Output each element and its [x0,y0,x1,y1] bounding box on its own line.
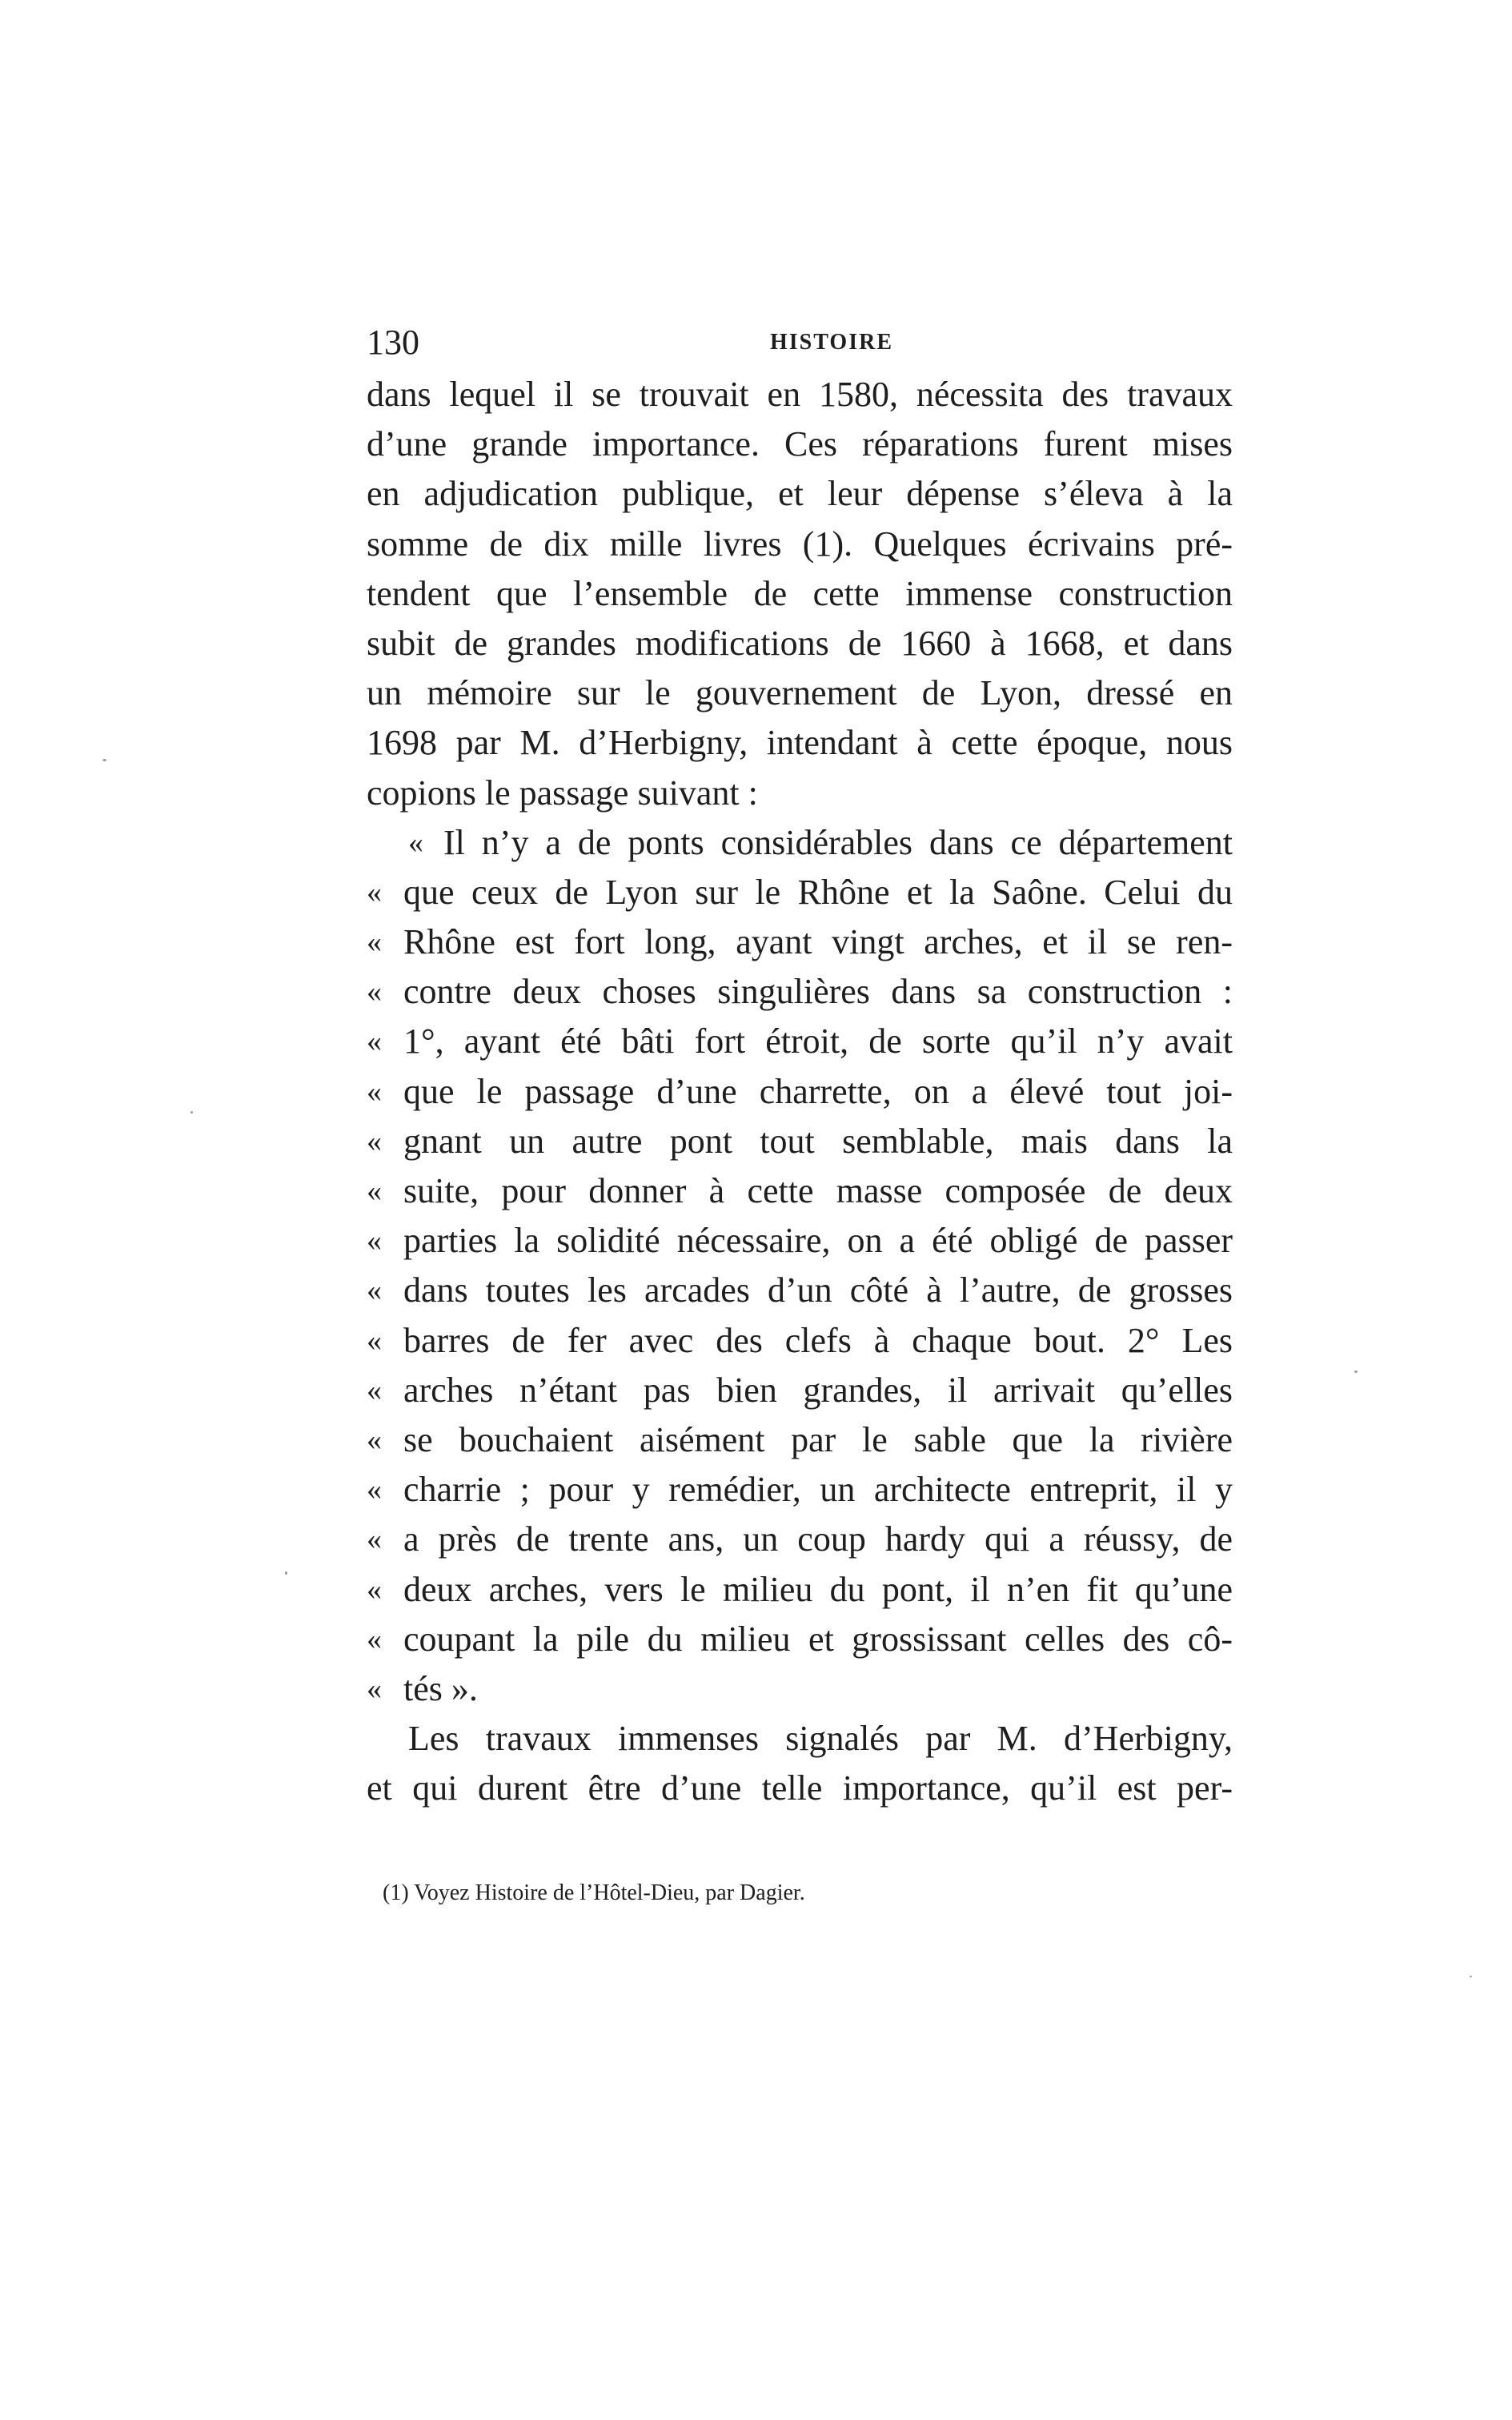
page-number: 130 [367,323,419,362]
quote-text: barres de fer avec des clefs à chaque bout. 2° Les [403,1320,1233,1360]
paper-speck [285,1571,287,1575]
quote-mark: « [367,1523,382,1557]
quote-text: gnant un autre pont tout semblable, mais dans la [403,1121,1233,1161]
quote-text: Il n’y a de ponts considérables dans ce département [443,822,1233,862]
quote-mark: « [367,1572,382,1607]
quote-line [367,818,1233,868]
quote-text: deux arches, vers le milieu du pont, il n’en fit qu’une [403,1569,1233,1609]
quote-mark: « [367,975,382,1009]
paper-speck [1470,1976,1472,1977]
quote-line [367,868,1233,917]
quote-text: Rhône est fort long, ayant vingt arches, et il se ren- [403,922,1233,962]
quote-mark: « [367,1124,382,1158]
quote-line [367,1465,1233,1515]
quote-mark: « [367,1672,382,1706]
footnote: (1) Voyez Histoire de l’Hôtel-Dieu, par Dagier. [383,1880,805,1905]
quote-line [367,1565,1233,1615]
quote-line [367,1515,1233,1564]
quote-line [367,1067,1233,1117]
quote-line [367,1117,1233,1166]
text-line: Les travaux immenses signalés par M. d’Herbigny, [408,1719,1233,1759]
quote-mark: « [367,875,382,909]
quote-text: contre deux choses singulières dans sa construction : [403,972,1233,1012]
quote-text: que le passage d’une charrette, on a élevé tout joi- [403,1071,1233,1111]
text-line: un mémoire sur le gouvernement de Lyon, dressé en [367,673,1233,713]
quote-line [367,1366,1233,1415]
quote-mark: « [367,1373,382,1407]
text-line: tendent que l’ensemble de cette immense construction [367,573,1233,613]
quote-text: suite, pour donner à cette masse composée de deux [403,1171,1233,1210]
paper-speck [1354,1371,1358,1373]
quote-mark: « [367,1323,382,1358]
text-line: copions le passage suivant : [367,773,758,813]
quote-line [367,1017,1233,1066]
running-head [367,320,1233,365]
quote-text: arches n’étant pas bien grandes, il arrivait qu’elles [403,1370,1233,1410]
quote-text: a près de trente ans, un coup hardy qui a réussy, de [403,1519,1233,1559]
text-line: en adjudication publique, et leur dépense s’éleva à la [367,474,1233,514]
text-line: d’une grande importance. Ces réparations furent mises [367,424,1233,464]
quote-text: dans toutes les arcades d’un côté à l’autre, de grosses [403,1270,1233,1310]
quote-text: parties la solidité nécessaire, on a été obligé de passer [403,1221,1233,1261]
quote-text: charrie ; pour y remédier, un architecte entreprit, il y [403,1470,1233,1510]
quote-mark: « [367,1473,382,1507]
quote-mark: « [367,1274,382,1308]
quote-line [367,1216,1233,1266]
quote-line [367,1266,1233,1315]
text-line: et qui durent être d’une telle importance, qu’il est per- [367,1768,1233,1808]
quote-line [367,1615,1233,1664]
quote-line [367,1166,1233,1216]
quote-text: coupant la pile du milieu et grossissant celles des cô- [403,1619,1233,1659]
quote-mark: « [408,825,423,860]
text-line: 1698 par M. d’Herbigny, intendant à cette époque, nous [367,723,1233,763]
text-line: somme de dix mille livres (1). Quelques écrivains pré- [367,524,1233,564]
quote-mark: « [367,925,382,960]
paper-speck [102,759,106,761]
quote-mark: « [367,1224,382,1258]
paper-speck [191,1111,193,1114]
body-text [367,370,1233,1813]
text-line: subit de grandes modifications de 1660 à 1668, et dans [367,623,1233,663]
quote-mark: « [367,1074,382,1109]
running-title: HISTOIRE [770,330,893,355]
quote-line [367,1316,1233,1366]
quote-line [367,967,1233,1017]
text-line: dans lequel il se trouvait en 1580, nécessita des travaux [367,375,1233,414]
quote-mark: « [367,1025,382,1059]
quote-text: 1°, ayant été bâti fort étroit, de sorte qu’il n’y avait [403,1021,1233,1062]
quote-line [367,917,1233,967]
quote-text: se bouchaient aisément par le sable que la rivière [403,1419,1233,1459]
quote-text: que ceux de Lyon sur le Rhône et la Saône. Celui du [403,872,1233,912]
quote-mark: « [367,1174,382,1208]
quote-mark: « [367,1622,382,1656]
quote-line [367,1415,1233,1465]
quote-mark: « [367,1423,382,1457]
quote-line [367,1664,1233,1714]
quote-text: tés ». [403,1668,478,1708]
